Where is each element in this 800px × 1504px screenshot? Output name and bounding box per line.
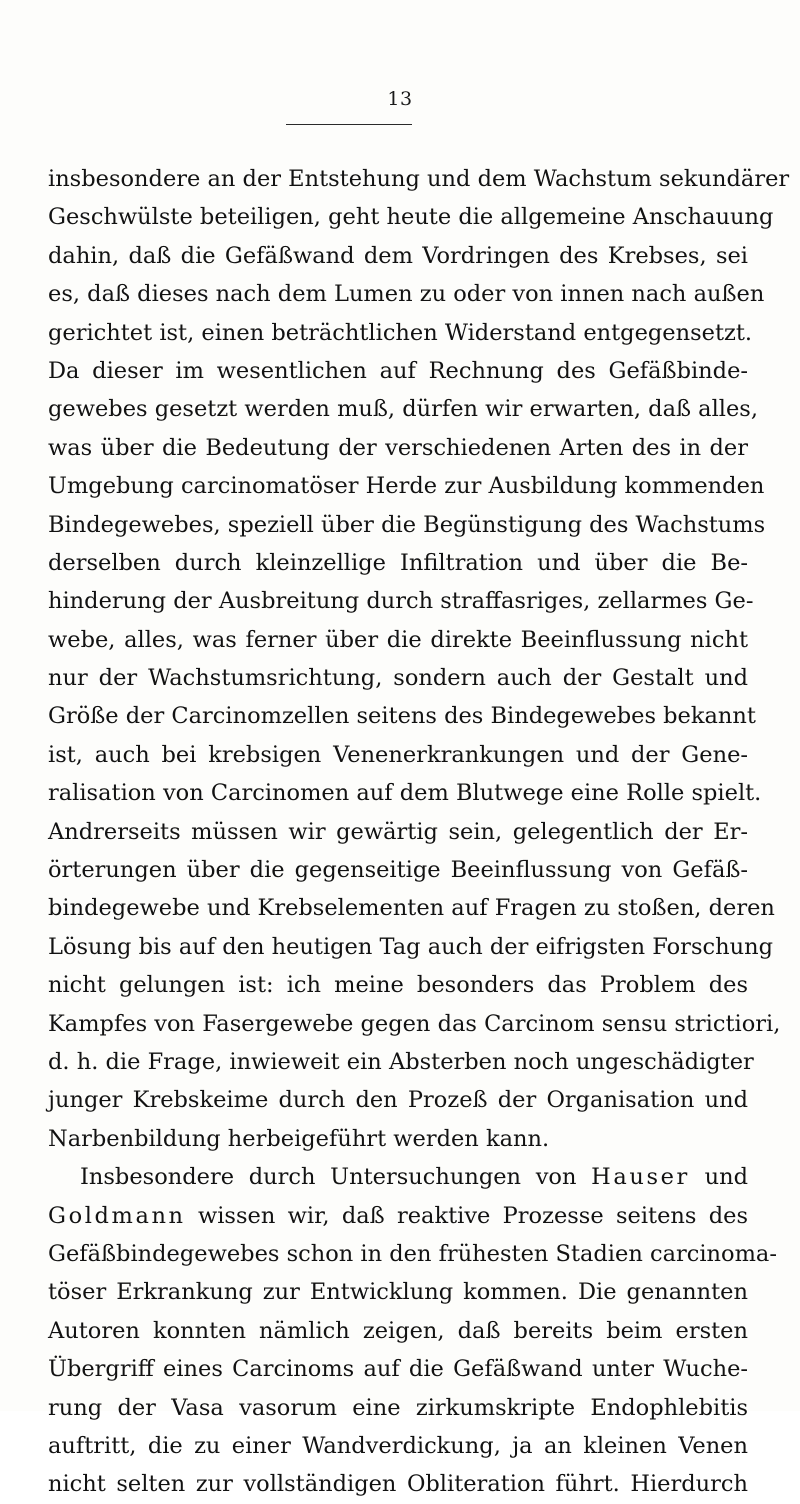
text-line: Autoren konnten nämlich zeigen, daß bereits beim ersten bbox=[48, 1317, 748, 1344]
text-fragment: und bbox=[704, 1164, 749, 1191]
paragraph-start-line bbox=[48, 1158, 748, 1196]
text-line: gerichtet ist, einen beträchtlichen Widerstand entgegensetzt. bbox=[48, 319, 753, 346]
text-line bbox=[48, 1197, 748, 1235]
text-line: derselben durch kleinzellige Infiltration und über die Be- bbox=[48, 549, 748, 576]
text-line: bindegewebe und Krebselementen auf Fragen zu stoßen, deren bbox=[48, 895, 775, 922]
text-line: hinderung der Ausbreitung durch straffasriges, zellarmes Ge- bbox=[48, 588, 754, 615]
text-line: nicht selten zur vollständigen Obliteration führt. Hierdurch bbox=[48, 1471, 748, 1498]
text-line: junger Krebskeime durch den Prozeß der Organisation und bbox=[48, 1087, 748, 1114]
text-line: webe, alles, was ferner über die direkte Beeinflussung nicht bbox=[48, 626, 748, 653]
text-line: Da dieser im wesentlichen auf Rechnung des Gefäßbinde- bbox=[48, 357, 748, 384]
text-line: rung der Vasa vasorum eine zirkumskripte Endophlebitis bbox=[48, 1394, 748, 1421]
page-number: 13 bbox=[387, 88, 413, 110]
text-line: Gefäßbindegewebes schon in den frühesten Stadien carcinoma- bbox=[48, 1240, 777, 1267]
text-line: örterungen über die gegenseitige Beeinflussung von Gefäß- bbox=[48, 857, 748, 884]
text-line: was über die Bedeutung der verschiedenen Arten des in der bbox=[48, 434, 748, 461]
text-fragment: wissen wir, daß reaktive Prozesse seitens des bbox=[197, 1202, 748, 1229]
text-line: Kampfes von Fasergewebe gegen das Carcinom sensu strictiori, bbox=[48, 1010, 781, 1037]
text-line: ist, auch bei krebsigen Venenerkrankungen und der Gene- bbox=[48, 741, 748, 768]
text-line: Narbenbildung herbeigeführt werden kann. bbox=[48, 1125, 550, 1152]
text-line: Übergriff eines Carcinoms auf die Gefäßwand unter Wuche- bbox=[48, 1356, 748, 1383]
text-line: Geschwülste beteiligen, geht heute die allgemeine Anschauung bbox=[48, 204, 774, 231]
text-line: d. h. die Frage, inwieweit ein Absterben noch ungeschädigter bbox=[48, 1048, 754, 1075]
text-line: auftritt, die zu einer Wandverdickung, ja an kleinen Venen bbox=[48, 1432, 748, 1459]
text-line: Lösung bis auf den heutigen Tag auch der eifrigsten Forschung bbox=[48, 933, 773, 960]
text-fragment: Insbesondere durch Untersuchungen von bbox=[80, 1164, 577, 1191]
text-line: insbesondere an der Entstehung und dem Wachstum sekundärer bbox=[48, 166, 790, 192]
text-line: Bindegewebes, speziell über die Begünstigung des Wachstums bbox=[48, 511, 766, 538]
author-name: Hauser bbox=[591, 1164, 690, 1191]
text-line: dahin, daß die Gefäßwand dem Vordringen des Krebses, sei bbox=[48, 242, 748, 269]
text-line: es, daß dieses nach dem Lumen zu oder von innen nach außen bbox=[48, 281, 765, 308]
text-line: gewebes gesetzt werden muß, dürfen wir erwarten, daß alles, bbox=[48, 396, 759, 423]
text-line: Umgebung carcinomatöser Herde zur Ausbildung kommenden bbox=[48, 473, 765, 500]
text-line: ralisation von Carcinomen auf dem Blutwege eine Rolle spielt. bbox=[48, 780, 762, 807]
text-line: Größe der Carcinomzellen seitens des Bindegewebes bekannt bbox=[48, 703, 756, 730]
text-line: nur der Wachstumsrichtung, sondern auch der Gestalt und bbox=[48, 665, 748, 692]
text-line: nicht gelungen ist: ich meine besonders das Problem des bbox=[48, 972, 748, 999]
text-line: Andrerseits müssen wir gewärtig sein, gelegentlich der Er- bbox=[48, 818, 748, 845]
body-text bbox=[48, 160, 790, 1504]
author-name: Goldmann bbox=[48, 1202, 186, 1229]
header-rule bbox=[286, 124, 412, 125]
text-line: töser Erkrankung zur Entwicklung kommen. Die genannten bbox=[48, 1279, 748, 1306]
